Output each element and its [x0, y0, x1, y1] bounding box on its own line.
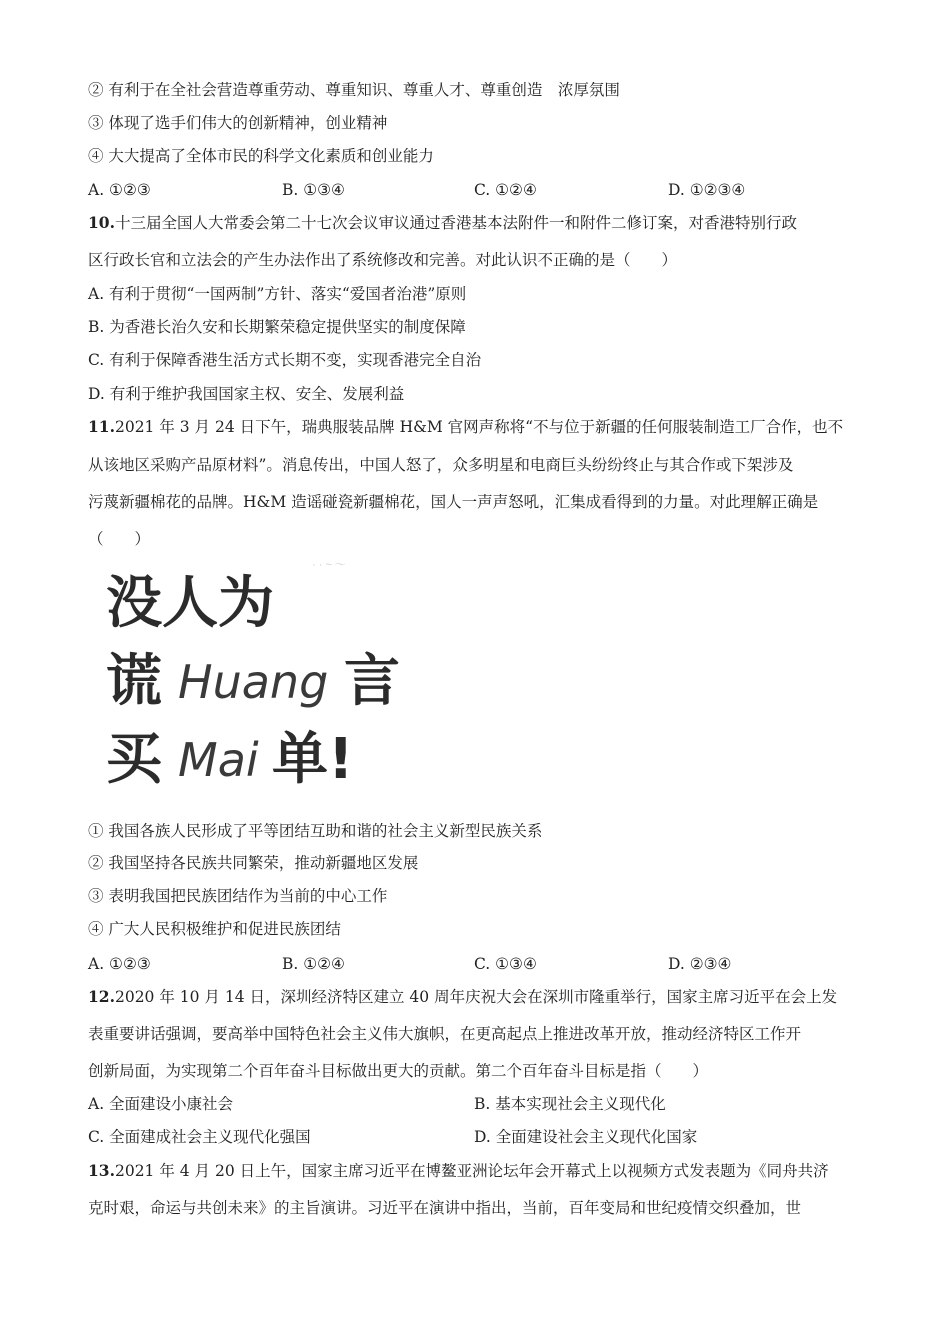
q10-stem-line-1: 10.十三届全国人大常委会第二十七次会议审议通过香港基本法附件一和附件二修订案，对香港特别行政 [88, 213, 797, 232]
slogan-line-2-char-b: 言 [344, 649, 400, 714]
q10-option-a: A. 有利于贯彻“一国两制”方针、落实“爱国者治港”原则 [88, 285, 467, 303]
q10-option-d: D. 有利于维护我国国家主权、安全、发展利益 [88, 385, 405, 403]
q12-option-c: C. 全面建成社会主义现代化强国 [88, 1128, 311, 1146]
q12-stem-line-2: 表重要讲话强调，要高举中国特色社会主义伟大旗帜，在更高起点上推进改革开放，推动经济特区工作开 [88, 1025, 802, 1043]
slogan-line-3-pinyin: Mai [178, 733, 259, 787]
q11-item-2: ② 我国坚持各民族共同繁荣，推动新疆地区发展 [88, 854, 419, 872]
q9-option-c: C. ①②④ [474, 181, 537, 199]
q12-option-b: B. 基本实现社会主义现代化 [474, 1095, 666, 1113]
q12-number: 12. [88, 987, 115, 1006]
slogan-image [100, 552, 420, 802]
q13-stem-line-1: 13.2021 年 4 月 20 日上午，国家主席习近平在博鳌亚洲论坛年会开幕式上以视频方式发表题为《同舟共济 [88, 1161, 829, 1180]
slogan-line-3-char-b: 单! [272, 727, 354, 792]
q9-option-d: D. ①②③④ [668, 181, 746, 199]
q10-option-c: C. 有利于保障香港生活方式长期不变，实现香港完全自治 [88, 351, 482, 369]
q11-stem-line-4: （ ） [88, 530, 151, 548]
q9-item-2: ② 有利于在全社会营造尊重劳动、尊重知识、尊重人才、尊重创造 浓厚氛围 [88, 81, 620, 99]
q9-option-b: B. ①③④ [282, 181, 345, 199]
q11-stem-line-3: 污蔑新疆棉花的品牌。H&M 造谣碰瓷新疆棉花，国人一声声怒吼，汇集成看得到的力量。对此理解正确是 [88, 493, 819, 511]
slogan-line-3-char-a: 买 [106, 727, 162, 792]
svg-text:· · ~ ～: · · ~ ～ [312, 559, 346, 571]
q13-stem-line-2: 克时艰，命运与共创未来》的主旨演讲。习近平在演讲中指出，当前，百年变局和世纪疫情交织叠加，世 [88, 1199, 802, 1217]
slogan-line-2-pinyin: Huang [178, 655, 329, 709]
q11-item-3: ③ 表明我国把民族团结作为当前的中心工作 [88, 887, 388, 905]
slogan-line-2-char-a: 谎 [106, 649, 162, 714]
q11-option-a: A. ①②③ [88, 955, 151, 973]
q12-stem-line-3: 创新局面，为实现第二个百年奋斗目标做出更大的贡献。第二个百年奋斗目标是指（ ） [88, 1062, 709, 1080]
q9-item-4: ④ 大大提高了全体市民的科学文化素质和创业能力 [88, 147, 434, 165]
q11-option-c: C. ①③④ [474, 955, 537, 973]
q10-option-b: B. 为香港长治久安和长期繁荣稳定提供坚实的制度保障 [88, 318, 466, 336]
q11-item-1: ① 我国各族人民形成了平等团结互助和谐的社会主义新型民族关系 [88, 822, 543, 840]
q11-number: 11. [88, 417, 115, 436]
q12-option-d: D. 全面建设社会主义现代化国家 [474, 1128, 698, 1146]
q9-item-3: ③ 体现了选手们伟大的创新精神，创业精神 [88, 114, 388, 132]
q12-option-a: A. 全面建设小康社会 [88, 1095, 234, 1113]
q10-stem-line-2: 区行政长官和立法会的产生办法作出了系统修改和完善。对此认识不正确的是（ ） [88, 251, 678, 269]
q11-stem-line-1: 11.2021 年 3 月 24 日下午，瑞典服装品牌 H&M 官网声称将“不与位于新疆的任何服装制造工厂合作，也不 [88, 417, 844, 436]
q12-stem-line-1: 12.2020 年 10 月 14 日，深圳经济特区建立 40 周年庆祝大会在深圳市隆重举行，国家主席习近平在会上发 [88, 987, 838, 1006]
q11-option-d: D. ②③④ [668, 955, 732, 973]
q11-stem-line-2: 从该地区采购产品原材料”。消息传出，中国人怒了，众多明星和电商巨头纷纷终止与其合作或下架涉及 [88, 456, 794, 474]
q10-number: 10. [88, 213, 115, 232]
q11-option-b: B. ①②④ [282, 955, 345, 973]
q9-option-a: A. ①②③ [88, 181, 151, 199]
q11-item-4: ④ 广大人民积极维护和促进民族团结 [88, 920, 341, 938]
slogan-line-1: 没人为 [106, 571, 274, 636]
q13-number: 13. [88, 1161, 115, 1180]
